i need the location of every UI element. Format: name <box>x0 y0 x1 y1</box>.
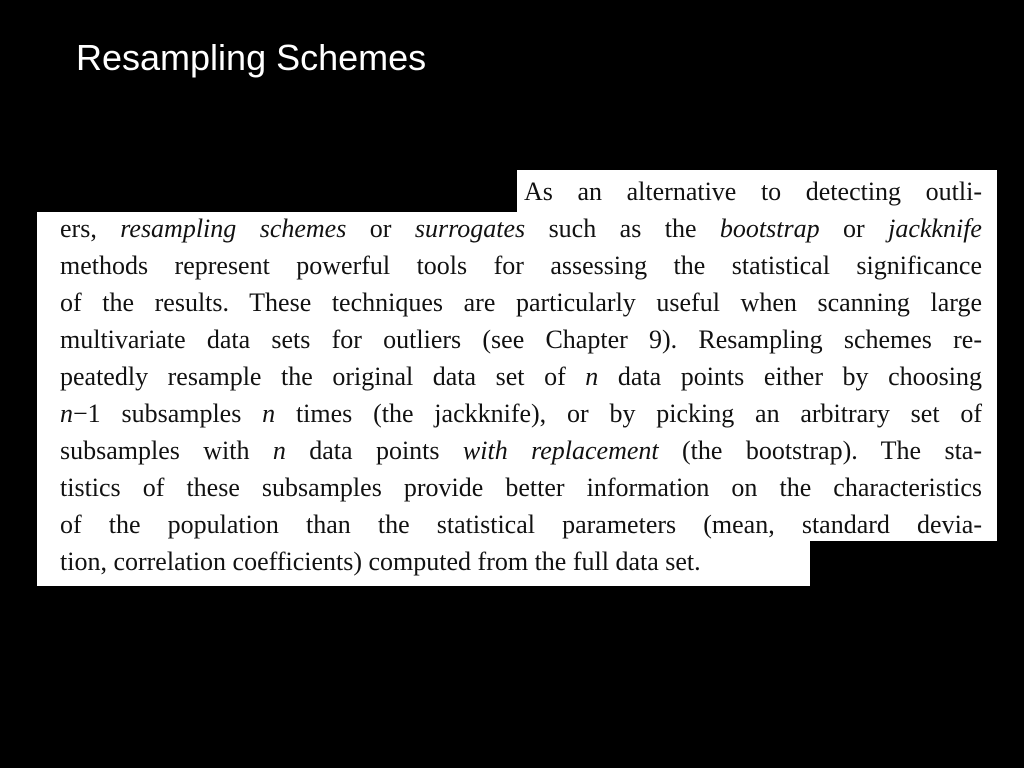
italic-text: n <box>585 362 599 391</box>
italic-text: n <box>262 399 276 428</box>
paragraph-line <box>60 469 982 506</box>
text-run: subsamples with <box>60 436 273 465</box>
text-run: tion, correlation coefficients) computed from the full data set. <box>60 547 701 576</box>
text-run: tistics of these subsamples provide better information on the characteristics <box>60 473 982 502</box>
paragraph-line <box>60 506 982 543</box>
text-run: data points either by choosing <box>598 362 982 391</box>
crop-mask <box>37 170 517 212</box>
paragraph-line <box>60 210 982 247</box>
italic-text: n <box>60 399 73 428</box>
text-run: As an alternative to detecting outli- <box>524 177 982 206</box>
text-run: data points <box>285 436 463 465</box>
text-run: times (the jackknife), or by picking an arbitrary set of <box>275 399 983 428</box>
paragraph-line <box>60 284 982 321</box>
italic-text: surrogates <box>414 214 526 243</box>
text-run: of the results. These techniques are particularly useful when scanning large <box>60 288 982 317</box>
paragraph-line <box>60 358 982 395</box>
text-run: methods represent powerful tools for assessing the statistical significance <box>60 251 982 280</box>
text-run: (the bootstrap). The sta- <box>658 436 982 465</box>
text-run: ers, <box>60 214 121 243</box>
slide-title: Resampling Schemes <box>76 37 427 78</box>
text-run: multivariate data sets for outliers (see Chapter 9). Resampling schemes re- <box>60 325 982 354</box>
paragraph-line <box>60 432 982 469</box>
italic-text: with replacement <box>462 436 659 465</box>
crop-mask <box>810 541 997 586</box>
italic-text: jackknife <box>888 214 982 243</box>
paragraph-line <box>60 395 982 432</box>
italic-text: n <box>272 436 286 465</box>
paragraph-line <box>60 247 982 284</box>
text-run: such as the <box>525 214 720 243</box>
text-run: of the population than the statistical parameters (mean, standard devia- <box>60 510 982 539</box>
text-run: or <box>819 214 889 243</box>
paragraph-line <box>60 543 701 580</box>
text-excerpt <box>37 170 997 586</box>
italic-text: resampling schemes <box>120 214 347 243</box>
text-run: −1 subsamples <box>73 399 263 428</box>
italic-text: bootstrap <box>719 214 820 243</box>
paragraph-line <box>524 173 982 210</box>
text-run: or <box>346 214 415 243</box>
paragraph-line <box>60 321 982 358</box>
text-run: peatedly resample the original data set of <box>60 362 586 391</box>
